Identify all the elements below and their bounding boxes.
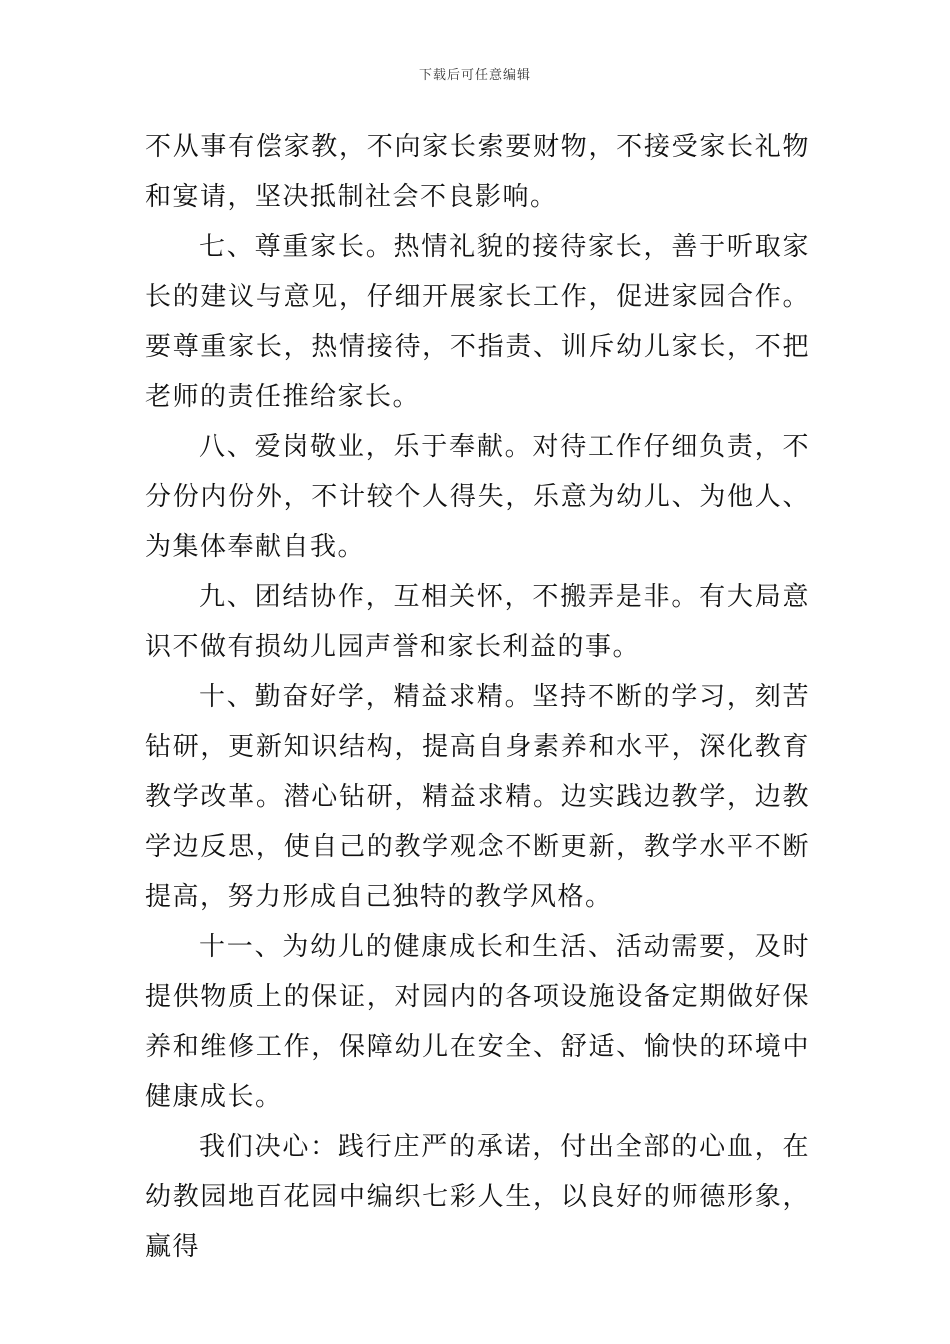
document-body [145,122,810,1272]
paragraph-resolution: 我们决心：践行庄严的承诺，付出全部的心血，在幼教园地百花园中编织七彩人生，以良好的师德形象，赢得 [145,1132,810,1262]
paragraph-item-7: 七、尊重家长。热情礼貌的接待家长，善于听取家长的建议与意见，仔细开展家长工作，促进家园合作。要尊重家长，热情接待，不指责、训斥幼儿家长，不把老师的责任推给家长。 [145,232,810,412]
paragraph-continuation: 不从事有偿家教，不向家长索要财物，不接受家长礼物和宴请，坚决抵制社会不良影响。 [145,132,810,212]
paragraph-item-8: 八、爱岗敬业，乐于奉献。对待工作仔细负责，不分份内份外，不计较个人得失，乐意为幼儿、为他人、为集体奉献自我。 [145,432,810,562]
paragraph-item-11: 十一、为幼儿的健康成长和生活、活动需要，及时提供物质上的保证，对园内的各项设施设备定期做好保养和维修工作，保障幼儿在安全、舒适、愉快的环境中健康成长。 [145,932,810,1112]
paragraph-item-10: 十、勤奋好学，精益求精。坚持不断的学习，刻苦钻研，更新知识结构，提高自身素养和水平，深化教育教学改革。潜心钻研，精益求精。边实践边教学，边教学边反思，使自己的教学观念不断更新，教学水平不断提高，努力形成自己独特的教学风格。 [145,682,810,912]
page-header-note: 下载后可任意编辑 [418,68,531,83]
paragraph-item-9: 九、团结协作，互相关怀，不搬弄是非。有大局意识不做有损幼儿园声誉和家长利益的事。 [145,582,810,662]
